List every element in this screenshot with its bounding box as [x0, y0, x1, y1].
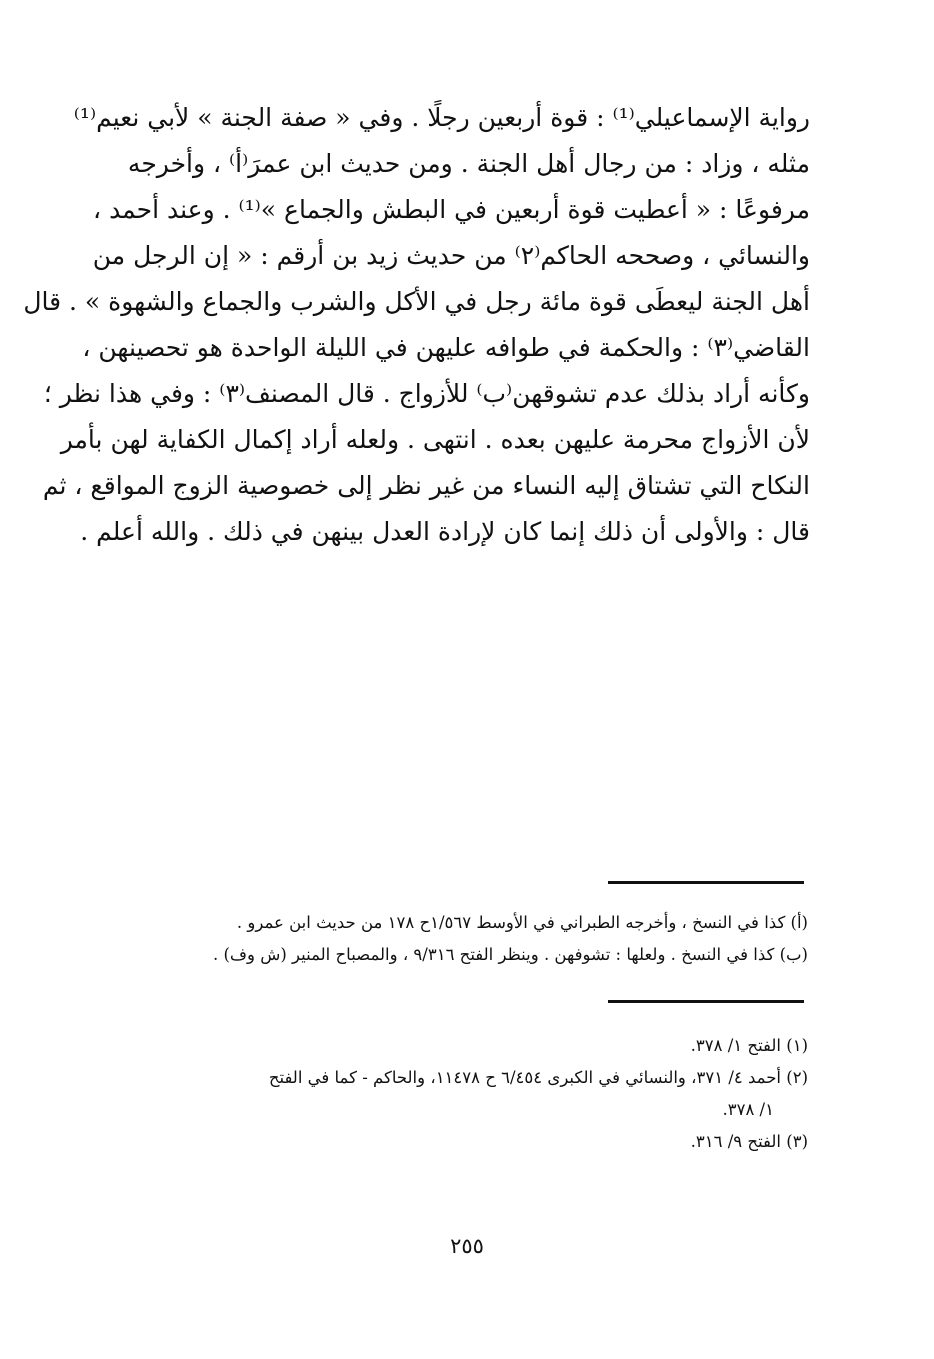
text-line: قال : والأولى أن ذلك إنما كان لإرادة العدل بينهن في ذلك . والله أعلم . — [80, 517, 810, 546]
source-footnote: (٢) أحمد ٤/ ٣٧١، والنسائي في الكبرى ٦/٤٥٤ ح ١١٤٧٨، والحاكم - كما في الفتح — [268, 1068, 808, 1087]
text-line: وكأنه أراد بذلك عدم تشوقهن⁽ب⁾ للأزواج . قال المصنف⁽٣⁾ : وفي هذا نظر ؛ — [43, 379, 810, 408]
text-line: النكاح التي تشتاق إليه النساء من غير نظر إلى خصوصية الزوج المواقع ، ثم — [42, 471, 810, 500]
source-footnote-continuation: ١/ ٣٧٨. — [722, 1100, 774, 1119]
variant-footnote: (أ) كذا في النسخ ، وأخرجه الطبراني في الأوسط ١/٥٦٧ح ١٧٨ من حديث ابن عمرو . — [236, 913, 808, 932]
main-text — [23, 95, 810, 555]
variant-footnotes — [134, 907, 808, 971]
text-line: أهل الجنة ليعطَى قوة مائة رجل في الأكل والشرب والجماع والشهوة » . قال — [23, 287, 810, 316]
text-line: مثله ، وزاد : من رجال أهل الجنة . ومن حديث ابن عمرَ⁽أ⁾ ، وأخرجه — [127, 149, 810, 178]
text-line: مرفوعًا : « أعطيت قوة أربعين في البطش والجماع »⁽¹⁾ . وعند أحمد ، — [93, 195, 810, 224]
source-footnote: (١) الفتح ١/ ٣٧٨. — [690, 1036, 808, 1055]
text-line: القاضي⁽٣⁾ : والحكمة في طوافه عليهن في الليلة الواحدة هو تحصينهن ، — [82, 333, 810, 362]
variant-footnote: (ب) كذا في النسخ . ولعلها : تشوفهن . وينظر الفتح ٩/٣١٦ ، والمصباح المنير (ش وف) . — [212, 945, 808, 964]
footnote-divider — [608, 1000, 804, 1003]
footnote-divider — [608, 881, 804, 884]
text-line: رواية الإسماعيلي⁽¹⁾ : قوة أربعين رجلًا . وفي « صفة الجنة » لأبي نعيم⁽¹⁾ — [73, 103, 810, 132]
source-footnotes — [134, 1030, 808, 1158]
text-line: لأن الأزواج محرمة عليهن بعده . انتهى . ولعله أراد إكمال الكفاية لهن بأمر — [60, 425, 810, 454]
source-footnote: (٣) الفتح ٩/ ٣١٦. — [690, 1132, 808, 1151]
page-number: ٢٥٥ — [450, 1234, 484, 1258]
text-line: والنسائي ، وصححه الحاكم⁽٢⁾ من حديث زيد بن أرقم : « إن الرجل من — [92, 241, 810, 270]
